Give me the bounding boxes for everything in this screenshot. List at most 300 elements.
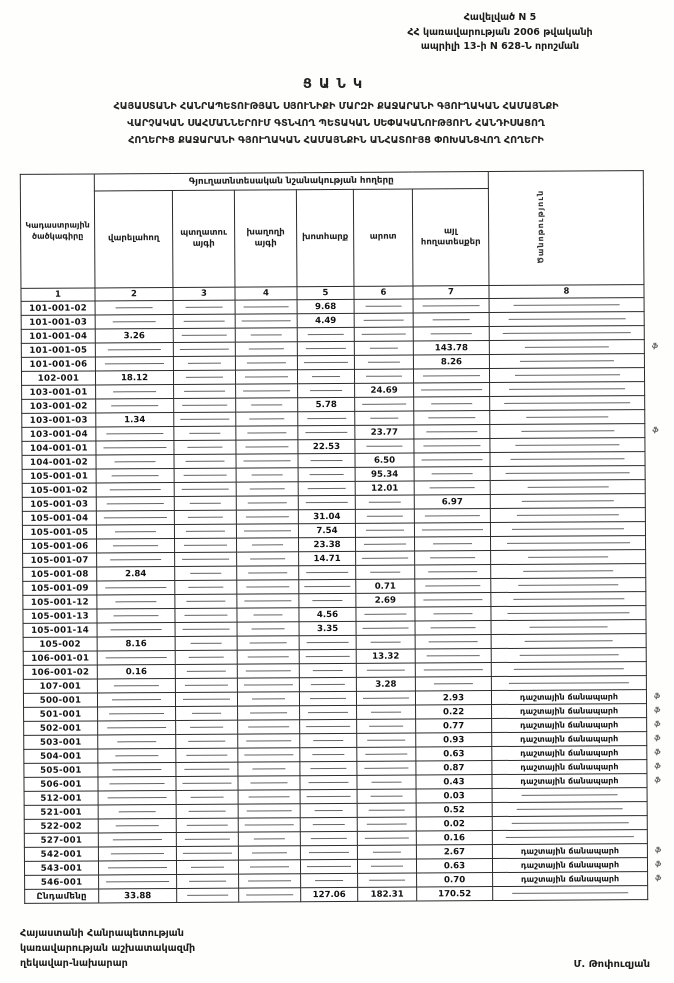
note-cell: դաշտային ճանապարհ ֆ — [492, 704, 647, 719]
value-cell: 5.78 — [298, 397, 355, 411]
empty-cell-dash — [113, 545, 159, 546]
value-cell — [356, 551, 415, 565]
margin-mark: ֆ — [653, 761, 661, 771]
empty-cell-dash — [250, 334, 282, 335]
note-cell — [490, 508, 645, 523]
value-cell: 2.67 — [416, 845, 492, 859]
value-cell — [299, 691, 356, 705]
empty-cell-dash — [433, 319, 470, 320]
empty-cell-dash — [106, 881, 170, 882]
empty-cell-dash — [246, 670, 292, 671]
empty-cell-dash — [522, 794, 618, 796]
value-cell — [98, 860, 176, 874]
empty-cell-dash — [513, 304, 620, 306]
value-cell — [354, 355, 413, 369]
value-cell — [299, 565, 356, 579]
subheader-fruit-orchard: պտղատու այգի — [172, 190, 235, 287]
empty-cell-dash — [251, 404, 282, 405]
empty-cell-dash — [430, 557, 475, 558]
value-cell — [177, 888, 239, 902]
note-cell — [490, 396, 645, 411]
empty-cell-dash — [313, 669, 343, 670]
note-cell — [489, 340, 659, 355]
value-cell — [96, 524, 174, 538]
value-cell — [355, 397, 414, 411]
value-cell — [236, 398, 298, 412]
margin-mark: ֆ — [653, 719, 661, 729]
empty-cell-dash — [115, 531, 156, 532]
note-cell — [489, 354, 644, 369]
value-cell — [297, 341, 354, 355]
cadastral-code: 506-001 — [24, 777, 98, 791]
value-cell — [173, 314, 235, 328]
value-cell — [355, 523, 414, 537]
empty-cell-dash — [362, 403, 406, 404]
empty-cell-dash — [190, 726, 224, 727]
empty-cell-dash — [505, 472, 630, 474]
empty-cell-dash — [246, 516, 289, 517]
value-cell: 3.35 — [299, 621, 356, 635]
empty-cell-dash — [249, 642, 287, 643]
note-header-vertical-text: Ծանոթություն — [535, 189, 545, 264]
empty-cell-dash — [246, 894, 294, 895]
value-cell — [175, 692, 237, 706]
empty-cell-dash — [522, 500, 614, 502]
data-table — [20, 170, 662, 904]
empty-cell-dash — [371, 711, 401, 712]
value-cell — [236, 426, 298, 440]
note-cell — [493, 886, 648, 901]
empty-cell-dash — [311, 837, 347, 838]
empty-cell-dash — [184, 544, 227, 545]
value-cell — [174, 412, 236, 426]
empty-cell-dash — [366, 753, 407, 754]
value-cell — [413, 313, 489, 327]
value-cell — [356, 607, 415, 621]
note-cell: դաշտային ճանապարհ ֆ — [492, 774, 647, 789]
empty-cell-dash — [525, 346, 609, 348]
value-cell — [96, 454, 174, 468]
empty-cell-dash — [306, 571, 348, 572]
note-cell — [490, 410, 645, 425]
value-cell — [300, 831, 357, 845]
value-cell — [301, 873, 358, 887]
value-cell — [298, 383, 355, 397]
value-cell — [300, 859, 357, 873]
empty-cell-dash — [513, 598, 624, 600]
margin-mark: ֆ — [653, 747, 661, 757]
empty-cell-dash — [428, 571, 478, 572]
cadastral-code: 502-001 — [24, 721, 98, 735]
value-cell — [174, 496, 236, 510]
empty-cell-dash — [245, 824, 293, 825]
value-cell — [297, 369, 354, 383]
empty-cell-dash — [188, 586, 223, 587]
value-cell: 31.04 — [298, 509, 355, 523]
value-cell — [355, 439, 414, 453]
value-cell — [300, 761, 357, 775]
value-cell — [173, 300, 235, 314]
value-cell — [174, 524, 236, 538]
value-cell — [236, 510, 298, 524]
empty-cell-dash — [111, 629, 161, 630]
value-cell: 8.16 — [97, 636, 175, 650]
empty-cell-dash — [366, 823, 407, 824]
margin-mark: ֆ — [653, 705, 661, 715]
empty-cell-dash — [433, 543, 473, 544]
empty-cell-dash — [430, 333, 472, 334]
empty-cell-dash — [188, 740, 226, 741]
note-cell: դաշտային ճանապարհ ֆ — [492, 858, 647, 873]
value-cell — [300, 817, 357, 831]
empty-cell-dash — [245, 446, 288, 447]
value-cell — [238, 832, 300, 846]
value-cell — [356, 537, 415, 551]
value-cell — [415, 593, 491, 607]
empty-cell-dash — [363, 627, 409, 628]
empty-cell-dash — [107, 727, 167, 728]
value-cell — [97, 692, 175, 706]
value-cell: 3.28 — [356, 677, 415, 691]
empty-cell-dash — [117, 741, 156, 742]
appendix-line-1: Հավելված N 5 — [463, 12, 537, 23]
value-cell — [300, 719, 357, 733]
empty-cell-dash — [423, 599, 483, 600]
value-cell — [357, 789, 416, 803]
total-label: Ընդամենը — [25, 889, 99, 903]
empty-cell-dash — [432, 473, 472, 474]
value-cell: 0.03 — [416, 789, 492, 803]
value-cell: 7.54 — [298, 523, 355, 537]
empty-cell-dash — [185, 614, 228, 615]
cadastral-code: 105-001-03 — [22, 497, 96, 511]
empty-cell-dash — [252, 544, 282, 545]
subheader-pasture: արոտ — [353, 189, 413, 286]
value-cell: 143.78 — [413, 341, 489, 355]
value-cell — [238, 748, 300, 762]
empty-cell-dash — [312, 599, 342, 600]
empty-cell-dash — [184, 390, 224, 391]
empty-cell-dash — [365, 837, 409, 838]
value-cell: 33.88 — [99, 888, 177, 902]
empty-cell-dash — [184, 768, 230, 769]
cadastral-code: 101-001-04 — [21, 329, 95, 343]
value-cell — [174, 454, 236, 468]
empty-cell-dash — [253, 614, 283, 615]
empty-cell-dash — [509, 682, 629, 684]
margin-mark: ֆ — [653, 691, 661, 701]
empty-cell-dash — [251, 558, 285, 559]
note-cell — [491, 634, 646, 649]
value-cell — [237, 692, 299, 706]
value-cell — [237, 636, 299, 650]
empty-cell-dash — [181, 488, 229, 489]
empty-cell-dash — [516, 444, 620, 446]
empty-cell-dash — [311, 683, 344, 684]
note-cell — [490, 382, 645, 397]
column-number-4: 4 — [235, 287, 297, 300]
note-cell — [491, 578, 646, 593]
value-cell — [176, 734, 238, 748]
note-cell — [491, 620, 646, 635]
empty-cell-dash — [307, 417, 346, 418]
empty-cell-dash — [113, 839, 161, 840]
value-cell — [235, 328, 297, 342]
value-cell: 6.50 — [355, 453, 414, 467]
empty-cell-dash — [307, 641, 348, 642]
value-cell: 127.06 — [301, 887, 358, 901]
value-cell — [173, 342, 235, 356]
value-cell — [97, 678, 175, 692]
empty-cell-dash — [187, 600, 226, 601]
empty-cell-dash — [186, 376, 222, 377]
value-cell — [356, 565, 415, 579]
subheader-arable-land: վարելահող — [94, 190, 173, 287]
empty-cell-dash — [511, 822, 628, 824]
value-cell — [298, 453, 355, 467]
value-cell — [357, 761, 416, 775]
subtitle-line-3: ՀՈՂԵՐԻՑ ՔԱՋԱՐԱՆԻ ԳՅՈՒՂԱԿԱՆ ՀԱՄԱՅՆՔԻՆ ԱՆՀԱՏՈՒՅՑ ՓՈԽԱՆՑՎՈՂ ՀՈՂԵՐԻ — [128, 134, 544, 146]
value-cell — [236, 524, 298, 538]
value-cell: 23.77 — [355, 425, 414, 439]
value-cell: 23.38 — [299, 537, 356, 551]
value-cell — [174, 384, 236, 398]
value-cell — [176, 804, 238, 818]
empty-cell-dash — [517, 514, 619, 516]
value-cell — [414, 439, 490, 453]
note-cell: դաշտային ճանապարհ ֆ — [493, 872, 648, 887]
value-cell — [299, 663, 356, 677]
code-column-header: Կադաստրային ծածկագիրը — [20, 174, 95, 288]
value-cell — [97, 538, 175, 552]
value-cell — [236, 482, 298, 496]
empty-cell-dash — [305, 431, 348, 432]
value-cell — [173, 356, 235, 370]
document-subtitle — [8, 99, 664, 149]
note-cell — [490, 424, 659, 439]
empty-cell-dash — [308, 333, 344, 334]
empty-cell-dash — [116, 825, 159, 826]
value-cell — [357, 817, 416, 831]
value-cell — [95, 300, 173, 314]
empty-cell-dash — [186, 754, 228, 755]
value-cell — [238, 706, 300, 720]
value-cell — [413, 327, 489, 341]
empty-cell-dash — [315, 879, 343, 880]
cadastral-code: 101-001-03 — [21, 315, 95, 329]
empty-cell-dash — [530, 626, 608, 627]
empty-cell-dash — [242, 320, 290, 321]
cadastral-code: 103-001-02 — [22, 399, 96, 413]
note-cell — [491, 536, 646, 551]
signatory-line-3: ղեկավար-նախարար — [20, 957, 128, 969]
value-cell — [175, 580, 237, 594]
value-cell — [238, 790, 300, 804]
empty-cell-dash — [512, 892, 628, 894]
value-cell: 170.52 — [417, 887, 493, 901]
value-cell — [354, 369, 413, 383]
column-number-5: 5 — [297, 286, 354, 299]
value-cell: 13.32 — [356, 649, 415, 663]
value-cell — [357, 747, 416, 761]
margin-mark: ֆ — [651, 341, 659, 351]
value-cell — [174, 426, 236, 440]
value-cell — [97, 552, 175, 566]
empty-cell-dash — [305, 585, 350, 586]
empty-cell-dash — [426, 655, 480, 656]
cadastral-code: 104-001-02 — [22, 455, 96, 469]
cadastral-code: 521-001 — [24, 805, 98, 819]
agricultural-lands-group-header: Գյուղատնտեսական նշանակության հողերը — [94, 172, 488, 191]
value-cell — [414, 397, 490, 411]
value-cell: 2.93 — [415, 691, 491, 705]
value-cell — [176, 748, 238, 762]
value-cell — [357, 775, 416, 789]
value-cell — [298, 495, 355, 509]
value-cell — [300, 775, 357, 789]
empty-cell-dash — [181, 418, 229, 419]
column-number-6: 6 — [354, 286, 413, 299]
value-cell: 14.71 — [299, 551, 356, 565]
value-cell — [97, 622, 175, 636]
empty-cell-dash — [425, 585, 480, 586]
value-cell — [98, 846, 176, 860]
note-cell — [490, 438, 645, 453]
column-number-1: 1 — [21, 288, 95, 301]
cadastral-code: 105-001-02 — [22, 483, 96, 497]
value-cell — [95, 314, 173, 328]
column-number-2: 2 — [95, 287, 173, 300]
value-cell: 3.26 — [95, 328, 173, 342]
empty-cell-dash — [514, 668, 624, 670]
empty-cell-dash — [526, 416, 609, 418]
note-column-header — [488, 171, 644, 286]
total-row — [25, 886, 648, 904]
empty-cell-dash — [190, 502, 221, 503]
cadastral-code: 504-001 — [24, 749, 98, 763]
empty-cell-dash — [112, 699, 162, 700]
cadastral-code: 104-001-01 — [22, 441, 96, 455]
value-cell — [238, 860, 300, 874]
value-cell — [238, 734, 300, 748]
empty-cell-dash — [247, 432, 286, 433]
empty-cell-dash — [509, 388, 625, 390]
value-cell — [237, 580, 299, 594]
value-cell — [237, 664, 299, 678]
empty-cell-dash — [182, 404, 226, 405]
value-cell — [237, 594, 299, 608]
empty-cell-dash — [107, 503, 164, 504]
empty-cell-dash — [111, 853, 164, 854]
empty-cell-dash — [506, 836, 634, 838]
empty-cell-dash — [364, 767, 409, 768]
cadastral-code: 105-001-08 — [23, 567, 97, 581]
empty-cell-dash — [310, 389, 342, 390]
empty-cell-dash — [187, 894, 227, 895]
column-number-7: 7 — [413, 286, 489, 299]
value-cell: 182.31 — [358, 887, 417, 901]
value-cell — [175, 664, 237, 678]
empty-cell-dash — [114, 461, 156, 462]
empty-cell-dash — [309, 851, 349, 852]
empty-cell-dash — [362, 557, 408, 558]
cadastral-code: 106-001-01 — [23, 651, 97, 665]
value-cell — [96, 398, 174, 412]
empty-cell-dash — [248, 880, 292, 881]
value-cell — [236, 454, 298, 468]
empty-cell-dash — [116, 601, 156, 602]
empty-cell-dash — [310, 697, 347, 698]
note-cell: դաշտային ճանապարհ ֆ — [491, 690, 646, 705]
empty-cell-dash — [367, 669, 405, 670]
value-cell — [300, 845, 357, 859]
empty-cell-dash — [305, 655, 350, 656]
empty-cell-dash — [188, 362, 220, 363]
value-cell — [235, 370, 297, 384]
empty-cell-dash — [250, 866, 290, 867]
empty-cell-dash — [251, 782, 287, 783]
value-cell — [357, 845, 416, 859]
empty-cell-dash — [425, 515, 480, 516]
value-cell — [415, 551, 491, 565]
note-cell — [489, 326, 644, 341]
column-number-3: 3 — [173, 287, 235, 300]
empty-cell-dash — [307, 865, 350, 866]
value-cell — [300, 733, 357, 747]
value-cell: 24.69 — [355, 383, 414, 397]
value-cell — [357, 859, 416, 873]
value-cell — [355, 509, 414, 523]
cadastral-code: 503-001 — [24, 735, 98, 749]
cadastral-code: 105-001-05 — [22, 525, 96, 539]
empty-cell-dash — [185, 838, 230, 839]
empty-cell-dash — [191, 796, 224, 797]
value-cell — [414, 383, 490, 397]
value-cell — [298, 467, 355, 481]
value-cell — [98, 790, 176, 804]
value-cell — [174, 468, 236, 482]
value-cell — [236, 468, 298, 482]
value-cell: 6.97 — [414, 495, 490, 509]
value-cell — [96, 468, 174, 482]
value-cell — [235, 356, 297, 370]
signatory-line-1: Հայաստանի Հանրապետության — [20, 928, 184, 939]
empty-cell-dash — [186, 306, 223, 307]
value-cell — [237, 538, 299, 552]
empty-cell-dash — [184, 320, 225, 321]
value-cell — [173, 328, 235, 342]
value-cell — [175, 566, 237, 580]
empty-cell-dash — [113, 615, 158, 616]
value-cell — [96, 384, 174, 398]
value-cell — [414, 453, 490, 467]
empty-cell-dash — [247, 656, 289, 657]
value-cell — [98, 818, 176, 832]
empty-cell-dash — [113, 321, 156, 322]
value-cell: 0.63 — [416, 747, 492, 761]
value-cell — [237, 622, 299, 636]
note-cell — [491, 592, 646, 607]
value-cell — [299, 649, 356, 663]
note-cell — [490, 494, 645, 509]
value-cell — [99, 874, 177, 888]
value-cell — [98, 832, 176, 846]
empty-cell-dash — [516, 808, 623, 810]
value-cell — [176, 832, 238, 846]
note-cell — [490, 522, 645, 537]
empty-cell-dash — [187, 446, 223, 447]
value-cell: 0.52 — [416, 803, 492, 817]
